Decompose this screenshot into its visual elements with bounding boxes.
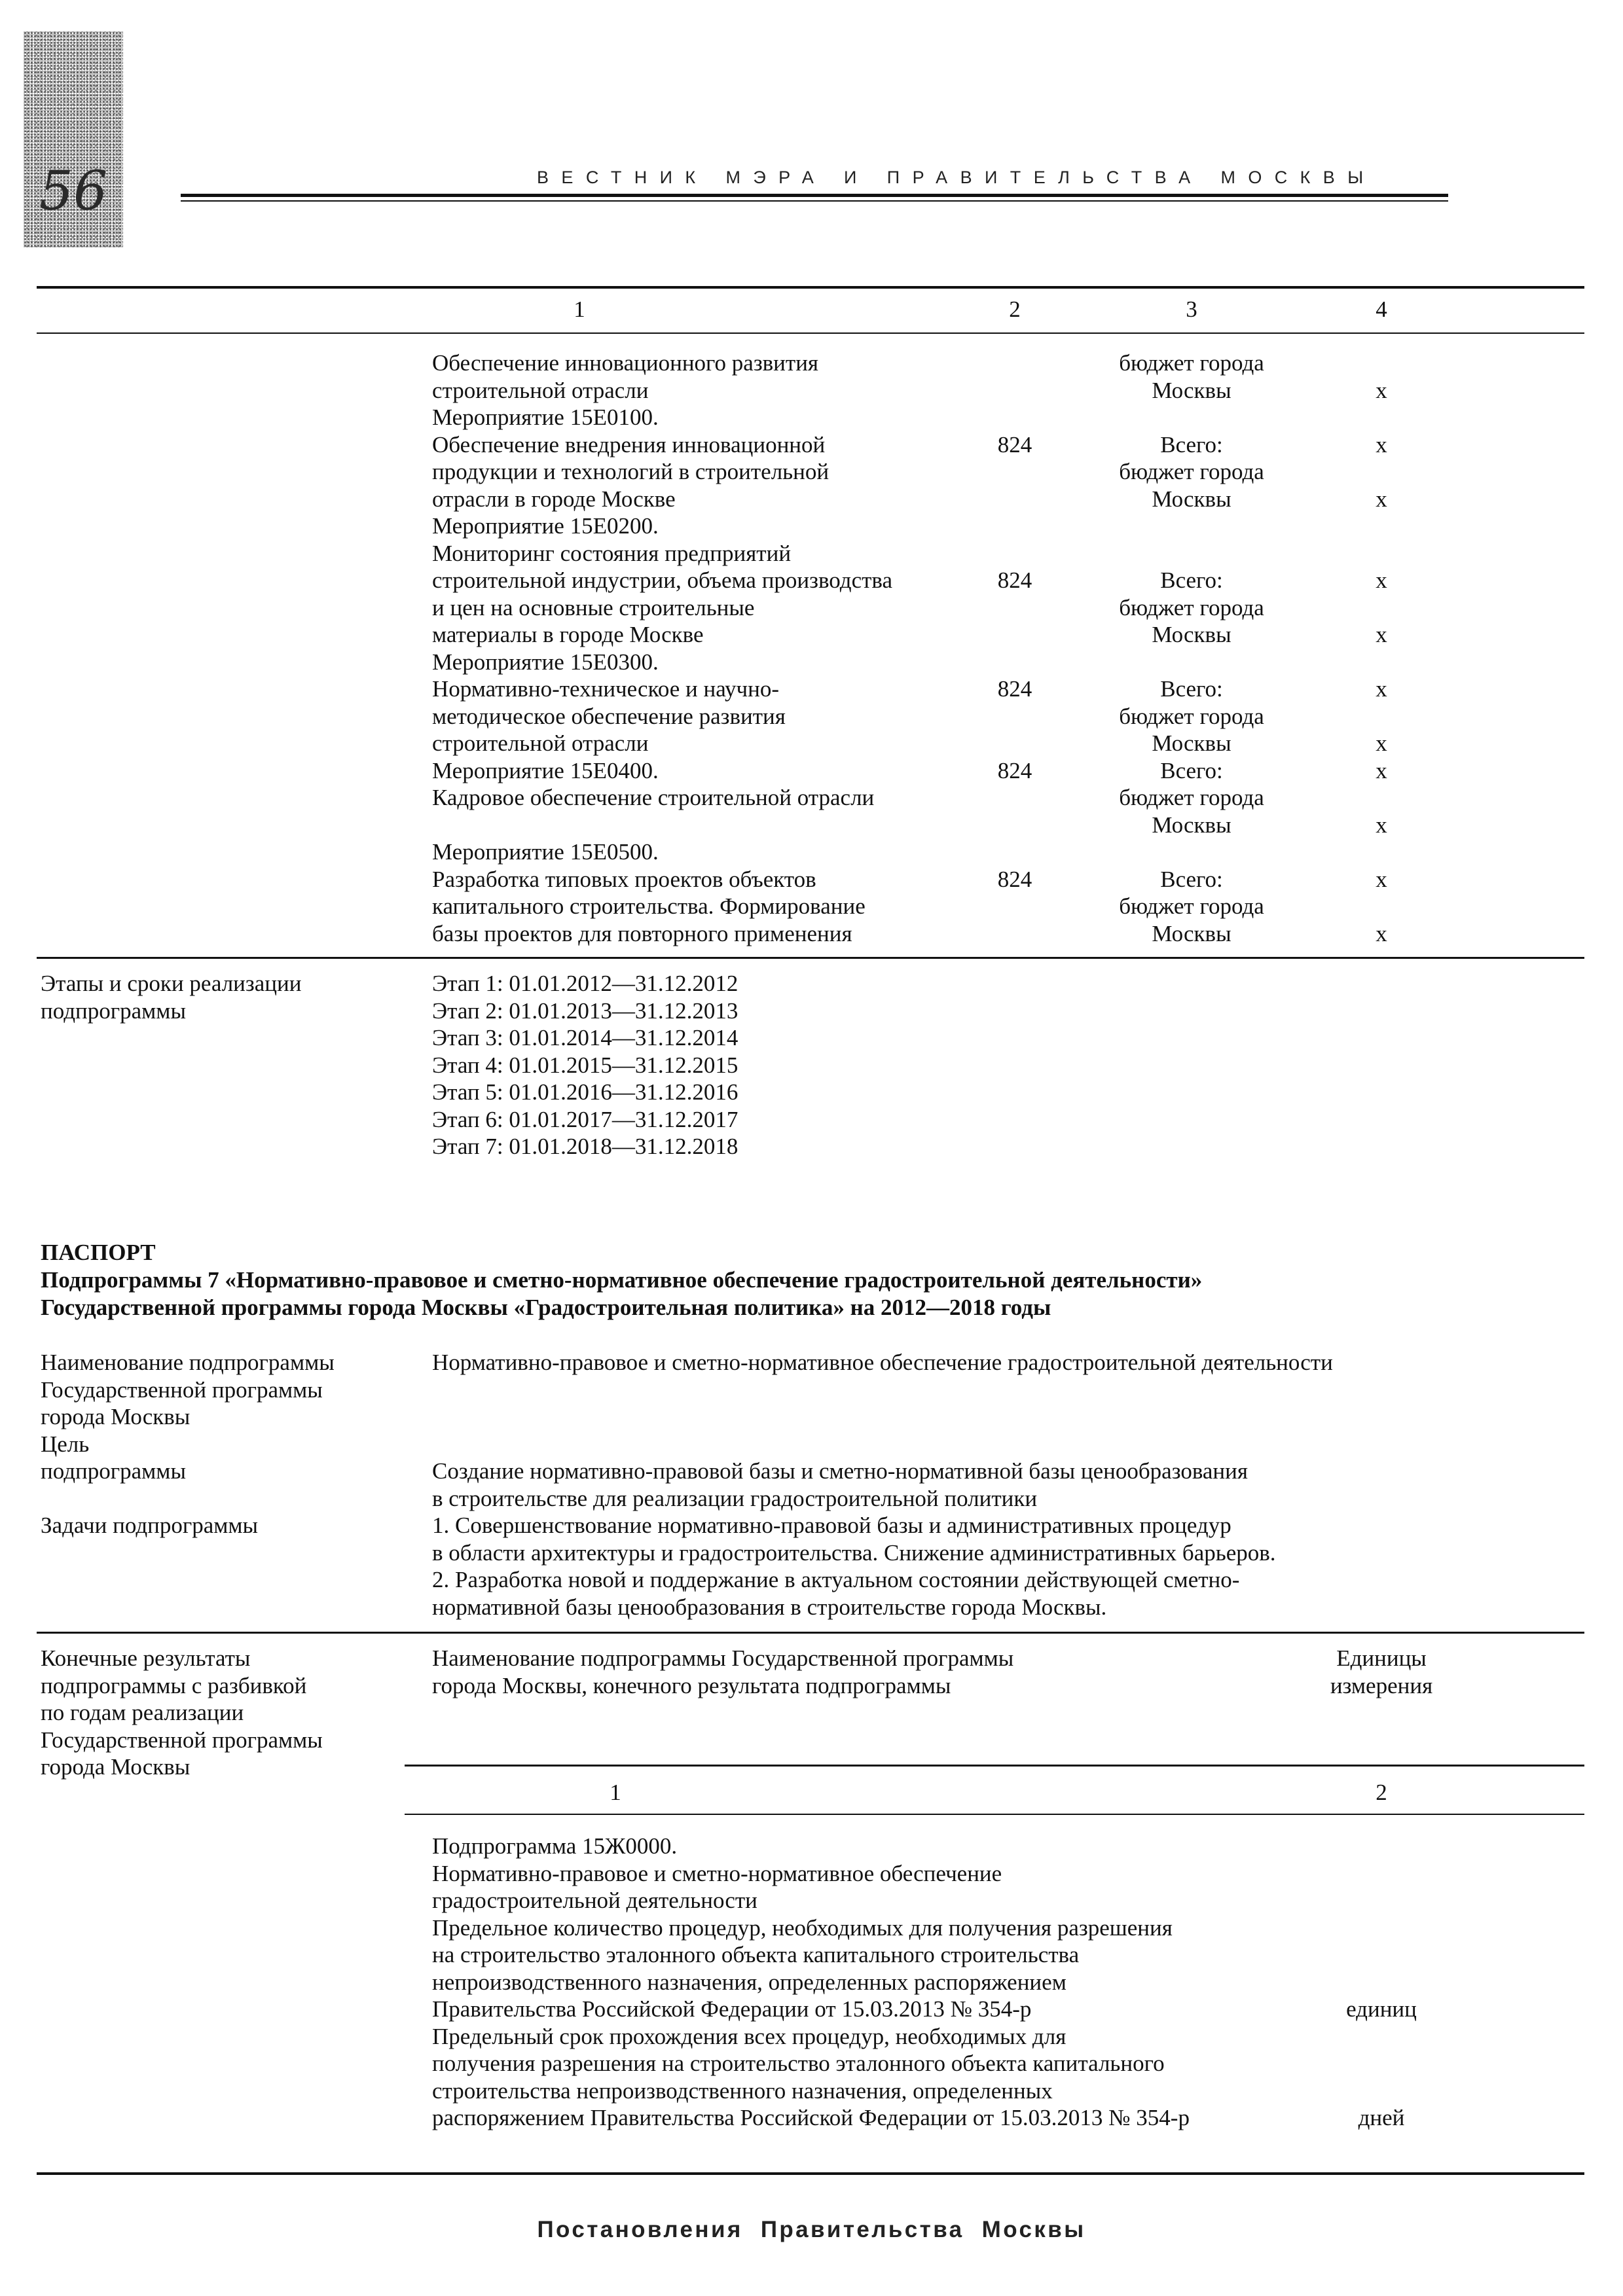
stage-item: Этап 3: 01.01.2014—31.12.2014 (432, 1025, 739, 1050)
results-unit-cell (1296, 2023, 1467, 2051)
results-unit-cell: единиц (1346, 1996, 1417, 2022)
results-body-line: на строительство эталонного объекта капитального строительства (432, 1942, 1080, 1967)
footer-section-title: Постановления Правительства Москвы (537, 2217, 1086, 2242)
passport-value-line: 1. Совершенствование нормативно-правовой базы и административных процедур (432, 1513, 1231, 1538)
results-body-line: Предельный срок прохождения всех процедур, необходимых для (432, 2023, 1067, 2049)
table1-col1-header: 1 (574, 296, 585, 322)
passport-title: ПАСПОРТ (41, 1240, 156, 1265)
passport-label-line: города Москвы (41, 1404, 191, 1429)
table1-cell (1349, 893, 1414, 920)
page-bottom-rule (37, 2172, 1584, 2175)
table1-cell: строительной индустрии, объема производства (432, 567, 893, 593)
table1-col1-cells (432, 350, 969, 947)
table1-cell (1100, 649, 1283, 676)
table1-cell (982, 377, 1048, 404)
results-unit-cell (1296, 1887, 1467, 1914)
table1-cell: Москвы (1152, 920, 1231, 946)
passport-label-line: Государственной программы (41, 1376, 323, 1403)
passport-subtitle-line2: Государственной программы города Москвы «Градостроительная политика» на 2012—2018 годы (41, 1295, 1051, 1320)
table1-cell: Всего: (1160, 676, 1223, 702)
table1-cell: бюджет города (1119, 703, 1264, 729)
results-label-line: Государственной программы (41, 1727, 323, 1753)
table1-cell: и цен на основные строительные (432, 594, 755, 620)
table1-cell: бюджет города (1119, 785, 1264, 810)
stage-item: Этап 2: 01.01.2013—31.12.2013 (432, 997, 739, 1024)
results-col1-number: 1 (610, 1780, 621, 1805)
passport-rule (37, 1632, 1584, 1634)
results-label-line: города Москвы (41, 1754, 191, 1780)
table1-cell: Мероприятие 15Е0100. (432, 404, 659, 430)
table1-cell: х (1376, 431, 1387, 457)
table1-cell (1349, 404, 1414, 431)
table1-cell (1349, 703, 1414, 730)
results-label-line: по годам реализации (41, 1700, 244, 1725)
stage-item: Этап 6: 01.01.2017—31.12.2017 (432, 1106, 739, 1132)
header-rule-thin (181, 200, 1448, 202)
table1-cell: Москвы (1152, 486, 1231, 512)
table1-cell: бюджет города (1119, 594, 1264, 620)
header-rule-thick (181, 194, 1448, 197)
table1-cell: х (1376, 730, 1387, 756)
table1-cell: Всего: (1160, 866, 1223, 892)
stages-label-line: Этапы и сроки реализации (41, 971, 302, 996)
table1-cell: Москвы (1152, 377, 1231, 403)
passport-label-line: подпрограммы (41, 1458, 186, 1484)
stage-item: Этап 4: 01.01.2015—31.12.2015 (432, 1052, 739, 1078)
table1-cell (982, 512, 1048, 540)
table1-cell (982, 703, 1048, 730)
results-body-line: Предельное количество процедур, необходимых для получения разрешения (432, 1914, 1173, 1941)
results-unit-cell (1296, 2077, 1467, 2105)
table1-cell: Москвы (1152, 730, 1231, 756)
table1-cell (982, 350, 1048, 377)
table1-top-rule (37, 286, 1584, 289)
table1-cell: х (1376, 377, 1387, 403)
table1-cell (982, 730, 1048, 757)
table1-col4-header: 4 (1376, 296, 1387, 322)
table1-cell: Обеспечение внедрения инновационной (432, 431, 826, 457)
passport-label-line (41, 1485, 407, 1513)
table1-cell: бюджет города (1119, 893, 1264, 919)
results-header-col2 (1296, 1645, 1467, 1699)
passport-label-line: Задачи подпрограммы (41, 1513, 259, 1538)
table1-col4-cells (1349, 350, 1414, 947)
results-header-line: города Москвы, конечного результата подпрограммы (432, 1672, 951, 1698)
table1-cell: Москвы (1152, 622, 1231, 647)
table1-cell (1100, 540, 1283, 567)
table1-cell: х (1376, 920, 1387, 946)
table1-cell (982, 812, 1048, 839)
results-header-line: измерения (1330, 1672, 1433, 1698)
table1-cell: 824 (997, 431, 1032, 457)
table1-cell: бюджет города (1119, 350, 1264, 376)
table1-cell (982, 621, 1048, 649)
results-subheader-rule-top (405, 1765, 1584, 1767)
results-unit-cell (1296, 2050, 1467, 2077)
table1-cell (1349, 512, 1414, 540)
table1-cell: капитального строительства. Формирование (432, 893, 866, 919)
table1-cell: бюджет города (1119, 459, 1264, 484)
table1-header-rule (37, 332, 1584, 334)
table1-cell (1349, 649, 1414, 676)
stages-list (432, 970, 890, 1160)
results-body-line: Правительства Российской Федерации от 15.03.2013 № 354-р (432, 1996, 1032, 2022)
table1-cell: х (1376, 866, 1387, 892)
table1-cell: Всего: (1160, 567, 1223, 593)
table1-cell: х (1376, 486, 1387, 512)
table1-cell (982, 649, 1048, 676)
table1-cell: х (1376, 622, 1387, 647)
passport-value-line (432, 1431, 1584, 1458)
table1-cell (982, 920, 1048, 948)
results-unit-cell (1296, 1941, 1467, 1969)
table1-cell (1100, 404, 1283, 431)
table1-cell: Мероприятие 15Е0500. (432, 839, 659, 865)
results-body-line: градостроительной деятельности (432, 1888, 757, 1913)
table1-cell: Мероприятие 15Е0400. (432, 757, 659, 783)
passport-value-line (432, 1376, 1584, 1404)
table1-cell: х (1376, 676, 1387, 702)
results-body-line: непроизводственного назначения, определенных распоряжением (432, 1969, 1067, 1995)
table1-cell (982, 893, 1048, 920)
results-header-line: Единицы (1336, 1645, 1427, 1671)
table1-cell (982, 458, 1048, 486)
passport-left-labels (41, 1349, 407, 1539)
table1-cell (1349, 838, 1414, 866)
results-unit-cell (1296, 1969, 1467, 1996)
table1-cell: 824 (997, 567, 1032, 593)
stage-item: Этап 7: 01.01.2018—31.12.2018 (432, 1134, 739, 1159)
table1-cell: 824 (997, 866, 1032, 892)
page-number: 56 (39, 160, 108, 223)
table1-cell (982, 540, 1048, 567)
table1-cell: Мониторинг состояния предприятий (432, 540, 792, 566)
table1-cell (982, 594, 1048, 622)
table1-bottom-rule (37, 957, 1584, 959)
table1-col3-cells (1100, 350, 1283, 947)
table1-cell: Разработка типовых проектов объектов (432, 866, 816, 892)
table1-cell: Обеспечение инновационного развития (432, 350, 819, 376)
passport-value-line: в строительстве для реализации градостроительной политики (432, 1485, 1038, 1511)
results-unit-cell: дней (1358, 2105, 1405, 2130)
results-header-line: Наименование подпрограммы Государственной программы (432, 1645, 1014, 1671)
passport-label-line: Цель (41, 1431, 90, 1457)
table1-cell: 824 (997, 676, 1032, 702)
table1-col2-cells (982, 350, 1048, 947)
table1-cell: Всего: (1160, 757, 1223, 783)
table1-cell: Кадровое обеспечение строительной отрасли (432, 785, 875, 810)
results-body-line: строительства непроизводственного назначения, определенных (432, 2077, 1053, 2104)
table1-cell: Мероприятие 15Е0200. (432, 513, 659, 539)
table1-col2-header: 2 (1009, 296, 1021, 322)
stage-item: Этап 5: 01.01.2016—31.12.2016 (432, 1079, 739, 1105)
table1-cell: строительной отрасли (432, 377, 649, 403)
table1-cell (982, 838, 1048, 866)
passport-right-values (432, 1349, 1584, 1621)
passport-value-line (432, 1403, 1584, 1431)
table1-cell (1349, 540, 1414, 567)
table1-cell: строительной отрасли (432, 730, 649, 756)
passport-value-line: в области архитектуры и градостроительства. Снижение административных барьеров. (432, 1539, 1276, 1566)
table1-cell: Нормативно-техническое и научно- (432, 676, 779, 702)
passport-value-line: Создание нормативно-правовой базы и сметно-нормативной базы ценообразования (432, 1458, 1248, 1484)
table1-cell (1349, 594, 1414, 622)
table1-cell: 824 (997, 757, 1032, 783)
stage-item: Этап 1: 01.01.2012—31.12.2012 (432, 971, 739, 996)
results-subheader-rule-bottom (405, 1814, 1584, 1815)
table1-cell: Мероприятие 15Е0300. (432, 649, 659, 675)
passport-value-line: 2. Разработка новой и поддержание в актуальном состоянии действующей сметно- (432, 1567, 1240, 1592)
table1-cell (1100, 838, 1283, 866)
results-body-line: получения разрешения на строительство эталонного объекта капитального (432, 2051, 1165, 2076)
results-body-line: распоряжением Правительства Российской Федерации от 15.03.2013 № 354-р (432, 2105, 1190, 2130)
table1-cell: х (1376, 567, 1387, 593)
passport-value-line: нормативной базы ценообразования в строительстве города Москвы. (432, 1594, 1107, 1620)
table1-cell (1349, 784, 1414, 812)
passport-value-line: Нормативно-правовое и сметно-нормативное обеспечение градостроительной деятельности (432, 1350, 1333, 1375)
passport-subtitle-line1: Подпрограммы 7 «Нормативно-правовое и сметно-нормативное обеспечение градостроительной деятельности» (41, 1267, 1203, 1293)
stages-label (41, 970, 407, 1024)
table1-cell (982, 404, 1048, 431)
results-units (1296, 1833, 1467, 2132)
table1-cell: Москвы (1152, 812, 1231, 838)
table1-cell: х (1376, 757, 1387, 783)
table1-cell: продукции и технологий в строительной (432, 459, 830, 484)
results-label-line: Конечные результаты (41, 1645, 251, 1671)
table1-cell: методическое обеспечение развития (432, 703, 786, 729)
results-unit-cell (1296, 1833, 1467, 1860)
stages-label-line: подпрограммы (41, 997, 186, 1024)
results-label (41, 1645, 407, 1781)
table1-cell: отрасли в городе Москве (432, 486, 676, 512)
table1-cell: х (1376, 812, 1387, 838)
table1-cell (1349, 350, 1414, 377)
results-body-line: Подпрограмма 15Ж0000. (432, 1833, 678, 1859)
journal-title: ВЕСТНИК МЭРА И ПРАВИТЕЛЬСТВА МОСКВЫ (537, 168, 1376, 187)
table1-cell (1349, 458, 1414, 486)
table1-col3-header: 3 (1186, 296, 1197, 322)
results-label-line: подпрограммы с разбивкой (41, 1672, 307, 1698)
table1-cell: материалы в городе Москве (432, 622, 704, 647)
results-header-col1 (432, 1645, 1283, 1699)
table1-cell: базы проектов для повторного применения (432, 920, 852, 946)
table1-cell (982, 486, 1048, 513)
results-unit-cell (1296, 1914, 1467, 1942)
results-unit-cell (1296, 1860, 1467, 1888)
results-body (432, 1833, 1336, 2132)
table1-cell (1100, 512, 1283, 540)
passport-label-line: Наименование подпрограммы (41, 1350, 335, 1375)
results-body-line: Нормативно-правовое и сметно-нормативное обеспечение (432, 1860, 1002, 1886)
table1-cell (432, 812, 969, 839)
table1-cell: Всего: (1160, 431, 1223, 457)
table1-cell (982, 784, 1048, 812)
results-col2-number: 2 (1376, 1780, 1387, 1805)
